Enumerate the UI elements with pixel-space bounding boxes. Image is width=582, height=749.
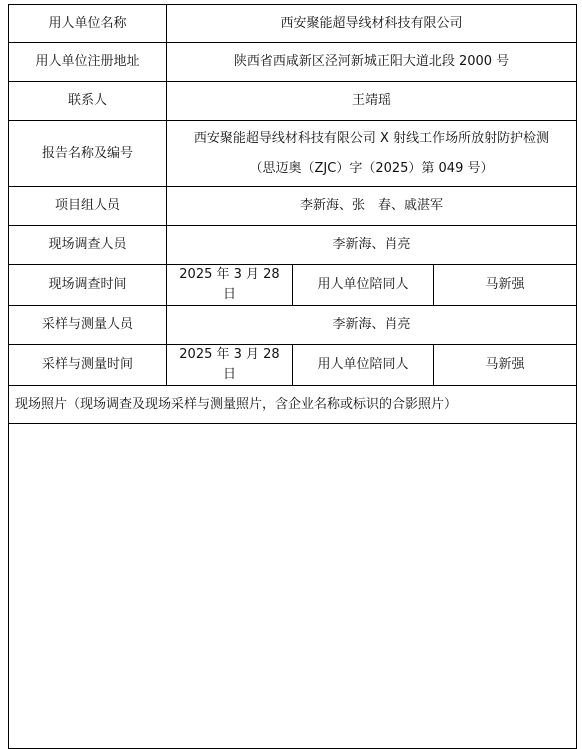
sampling-companion: 马新强 [434, 345, 577, 386]
sampling-date: 2025 年 3 月 28 日 [167, 345, 293, 386]
sampling-companion-label: 用人单位陪同人 [293, 345, 434, 386]
site-survey-time-label: 现场调查时间 [9, 265, 167, 306]
user-unit-name-label: 用人单位名称 [9, 5, 167, 43]
info-form-table [8, 4, 577, 749]
row-project-members [9, 187, 577, 226]
row-site-survey-staff [9, 226, 577, 265]
photos-area [9, 424, 577, 749]
sampling-time-label: 采样与测量时间 [9, 345, 167, 386]
site-survey-date: 2025 年 3 月 28 日 [167, 265, 293, 306]
user-unit-address-value: 陕西省西咸新区泾河新城正阳大道北段 2000 号 [167, 43, 577, 82]
site-survey-companion-label: 用人单位陪同人 [293, 265, 434, 306]
photos-label: 现场照片（现场调查及现场采样与测量照片，含企业名称或标识的合影照片） [9, 386, 577, 424]
report-number-line: （思迈奥（ZJC）字（2025）第 049 号） [249, 160, 494, 176]
contact-person-label: 联系人 [9, 82, 167, 121]
site-survey-staff-value: 李新海、肖亮 [167, 226, 577, 265]
report-name-number-label: 报告名称及编号 [9, 121, 167, 187]
site-survey-staff-label: 现场调查人员 [9, 226, 167, 265]
row-photos-header [9, 386, 577, 424]
row-photos-area [9, 424, 577, 749]
user-unit-address-label: 用人单位注册地址 [9, 43, 167, 82]
user-unit-name-value: 西安聚能超导线材科技有限公司 [167, 5, 577, 43]
row-sampling-staff [9, 306, 577, 345]
row-user-unit-name [9, 5, 577, 43]
row-report-name-number [9, 121, 577, 187]
row-site-survey-time [9, 265, 577, 306]
project-members-label: 项目组人员 [9, 187, 167, 226]
row-sampling-time [9, 345, 577, 386]
row-user-unit-address [9, 43, 577, 82]
report-name-number-value [167, 121, 577, 187]
contact-person-value: 王靖瑶 [167, 82, 577, 121]
sampling-staff-value: 李新海、肖亮 [167, 306, 577, 345]
report-name-line: 西安聚能超导线材科技有限公司 X 射线工作场所放射防护检测 [193, 130, 550, 146]
row-contact-person [9, 82, 577, 121]
project-members-value: 李新海、张 春、戚湛军 [167, 187, 577, 226]
sampling-staff-label: 采样与测量人员 [9, 306, 167, 345]
site-survey-companion: 马新强 [434, 265, 577, 306]
